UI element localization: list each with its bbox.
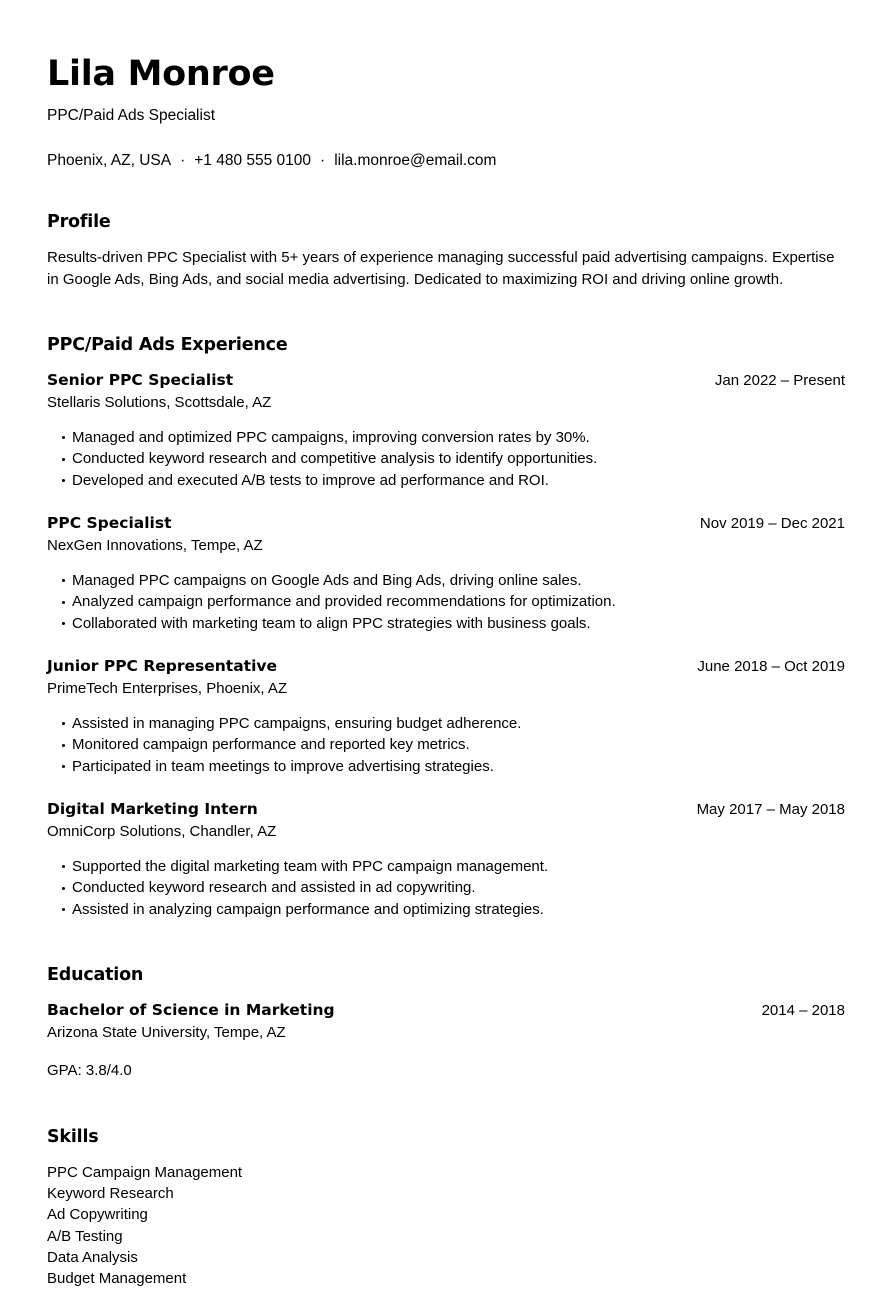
experience-entry	[47, 799, 845, 920]
contact-location: Phoenix, AZ, USA	[47, 152, 172, 169]
experience-role: Digital Marketing Intern	[47, 800, 258, 818]
experience-role: Senior PPC Specialist	[47, 371, 234, 389]
experience-bullet: Managed and optimized PPC campaigns, improving conversion rates by 30%.	[47, 427, 845, 449]
experience-entry	[47, 370, 845, 491]
profile-text: Results-driven PPC Specialist with 5+ years of experience managing successful paid advertising campaigns. Expertise in Google Ads, Bing Ads, and social media advertising. Dedicated to maximizing ROI and driving online growth.	[47, 249, 835, 288]
section-title-education: Education	[47, 965, 144, 985]
experience-bullet: Managed PPC campaigns on Google Ads and Bing Ads, driving online sales.	[47, 570, 845, 592]
experience-bullet: Conducted keyword research and assisted in ad copywriting.	[47, 877, 845, 899]
experience-bullets	[47, 713, 845, 778]
section-title-profile: Profile	[47, 212, 111, 232]
experience-bullet: Developed and executed A/B tests to improve ad performance and ROI.	[47, 470, 845, 492]
experience-entry-head	[47, 656, 845, 677]
experience-entry	[47, 656, 845, 777]
skills-list	[47, 1162, 845, 1289]
skill-item: Data Analysis	[47, 1248, 138, 1266]
experience-employer: OmniCorp Solutions, Chandler, AZ	[47, 823, 277, 840]
section-title-experience: PPC/Paid Ads Experience	[47, 335, 288, 355]
experience-bullet: Analyzed campaign performance and provided recommendations for optimization.	[47, 591, 845, 613]
education-date: 2014 – 2018	[761, 1002, 845, 1019]
section-title-skills: Skills	[47, 1127, 99, 1147]
section-experience	[47, 334, 845, 920]
skill-item: Ad Copywriting	[47, 1206, 148, 1224]
experience-employer: PrimeTech Enterprises, Phoenix, AZ	[47, 680, 288, 697]
experience-date: Jan 2022 – Present	[714, 372, 845, 389]
resume-header	[47, 53, 845, 171]
education-school: Arizona State University, Tempe, AZ	[47, 1024, 286, 1041]
candidate-headline: PPC/Paid Ads Specialist	[47, 107, 216, 124]
experience-entry-head	[47, 370, 845, 391]
skill-item: Budget Management	[47, 1270, 187, 1288]
experience-employer: Stellaris Solutions, Scottsdale, AZ	[47, 394, 272, 411]
education-entry	[47, 1000, 845, 1081]
experience-role: Junior PPC Representative	[47, 657, 278, 675]
education-entry-head	[47, 1000, 845, 1021]
education-gpa: GPA: 3.8/4.0	[47, 1061, 132, 1079]
experience-entry	[47, 513, 845, 634]
experience-bullets	[47, 856, 845, 921]
experience-bullet: Supported the digital marketing team with PPC campaign management.	[47, 856, 845, 878]
skill-item: PPC Campaign Management	[47, 1164, 243, 1181]
education-degree: Bachelor of Science in Marketing	[47, 1001, 335, 1019]
experience-entry-head	[47, 799, 845, 820]
section-profile	[47, 211, 845, 290]
experience-date: June 2018 – Oct 2019	[697, 658, 845, 675]
experience-bullet: Collaborated with marketing team to align PPC strategies with business goals.	[47, 613, 845, 635]
experience-bullets	[47, 427, 845, 492]
contact-separator-2: ·	[320, 152, 326, 169]
section-education	[47, 964, 845, 1081]
experience-role: PPC Specialist	[47, 514, 172, 532]
experience-date: May 2017 – May 2018	[696, 801, 845, 818]
section-skills	[47, 1126, 845, 1289]
contact-phone: +1 480 555 0100	[194, 152, 312, 169]
experience-bullet: Participated in team meetings to improve advertising strategies.	[47, 756, 845, 778]
experience-entry-head	[47, 513, 845, 534]
skill-item: Keyword Research	[47, 1185, 174, 1203]
experience-bullet: Assisted in managing PPC campaigns, ensuring budget adherence.	[47, 713, 845, 735]
skill-item: A/B Testing	[47, 1227, 123, 1245]
contact-email: lila.monroe@email.com	[334, 152, 497, 169]
candidate-name: Lila Monroe	[47, 54, 275, 94]
experience-date: Nov 2019 – Dec 2021	[699, 515, 845, 532]
experience-bullets	[47, 570, 845, 635]
experience-bullet: Monitored campaign performance and reported key metrics.	[47, 734, 845, 756]
experience-bullet: Conducted keyword research and competitive analysis to identify opportunities.	[47, 448, 845, 470]
experience-employer: NexGen Innovations, Tempe, AZ	[47, 537, 263, 554]
experience-bullet: Assisted in analyzing campaign performance and optimizing strategies.	[47, 899, 845, 921]
contact-separator-1: ·	[180, 152, 186, 169]
contact-line	[47, 151, 845, 171]
